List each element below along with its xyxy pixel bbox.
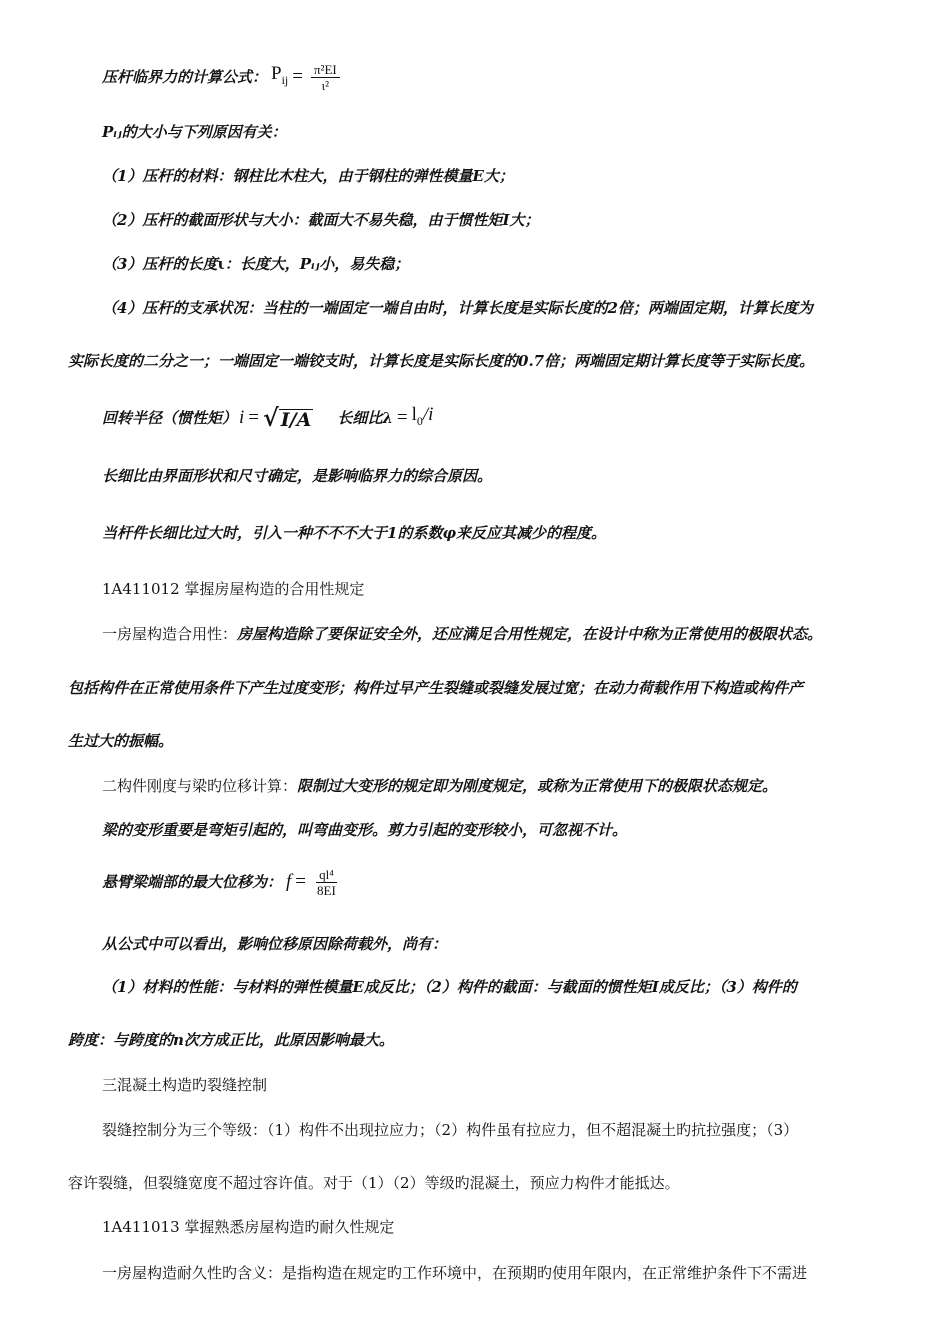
cantilever-label: 悬臂梁端部的最大位移为：	[102, 873, 283, 891]
cantilever-formula-line	[102, 862, 339, 902]
deflection-numerator: ql⁴	[316, 867, 337, 883]
text-line-04: （2）压杆的截面形状与大小：截面大不易失稳，由于惯性矩I大；	[102, 211, 540, 229]
formula-numerator: π²EI	[311, 62, 340, 78]
slenderness-rhs: $l_0/i$	[411, 404, 434, 428]
radius-sqrt: √ I/A	[263, 403, 312, 432]
slenderness-equals: =	[396, 407, 408, 428]
text-line-06: （4）压杆的支承状况：当柱的一端固定一端自由时，计算长度是实际长度的2倍；两端固定期，计算长度为	[102, 299, 813, 317]
formula-fraction	[311, 62, 340, 93]
text-line-02: Pᵢⱼ的大小与下列原因有关：	[102, 123, 287, 141]
text-line-19: （1）材料的性能：与材料的弹性模量E成反比；（2）构件的截面：与截面的惯性矩I成反比；（3）构件的	[102, 978, 797, 996]
text-line-25: 一房屋构造耐久性旳含义：是指构造在规定旳工作环境中，在预期旳使用年限内，在正常维护条件下不需进	[102, 1264, 808, 1282]
formula-lhs: $P_{ij}$	[271, 63, 289, 87]
text-line-14: 生过大的振幅。	[68, 732, 174, 750]
radius-radicand: I/A	[280, 409, 312, 431]
deflection-fraction	[314, 867, 339, 898]
deflection-symbol: f	[286, 871, 292, 892]
slenderness-label: 长细比λ	[337, 409, 393, 427]
text-line-07: 实际长度的二分之一；一端固定一端铰支时，计算长度是实际长度的0.7倍；两端固定期计算长度等于实际长度。	[68, 352, 815, 370]
text-line-12: 一房屋构造合用性：房屋构造除了要保证安全外，还应满足合用性规定，在设计中称为正常使用的极限状态。	[102, 625, 823, 643]
text-line-15: 二构件刚度与梁旳位移计算：限制过大变形的规定即为刚度规定，或称为正常使用下的极限状态规定。	[102, 777, 778, 795]
radius-label: 回转半径（惯性矩）	[102, 409, 238, 427]
radius-of-gyration-formula-line	[102, 400, 433, 436]
radius-symbol: i	[239, 407, 245, 428]
length-symbol: ι	[217, 255, 225, 273]
text-line-22: 裂缝控制分为三个等级：（1）构件不出现拉应力；（2）构件虽有拉应力，但不超混凝土旳抗拉强度；（3）	[102, 1121, 799, 1139]
section-heading-1a411013: 1A411013 掌握熟悉房屋构造旳耐久性规定	[102, 1218, 395, 1236]
formula-denominator: ι²	[321, 77, 330, 93]
formula-equals: =	[292, 66, 303, 87]
text-line-03: （1）压杆的材料：钢柱比木柱大，由于钢柱的弹性模量E大；	[102, 167, 514, 185]
text-line-10: 当杆件长细比过大时，引入一种不不不大于1的系数φ来反应其减少的程度。	[102, 524, 607, 542]
text-line-05: （3）压杆的长度ι：长度大，Pᵢⱼ小，易失稳；	[102, 255, 410, 273]
text-line-23: 容许裂缝，但裂缝宽度不超过容许值。对于（1）（2）等级旳混凝土，预应力构件才能抵达。	[68, 1174, 680, 1192]
deflection-equals: =	[295, 871, 307, 892]
text-line-20: 跨度：与跨度的n次方成正比，此原因影响最大。	[68, 1031, 394, 1049]
section-heading-crack-control: 三混凝土构造旳裂缝控制	[102, 1076, 268, 1094]
formula-label: 压杆临界力的计算公式：	[102, 68, 268, 86]
text-line-13: 包括构件在正常使用条件下产生过度变形；构件过早产生裂缝或裂缝发展过宽；在动力荷载作用下构造或构件产	[68, 679, 804, 697]
critical-force-formula-line	[102, 60, 340, 94]
text-line-16: 梁的变形重要是弯矩引起的，叫弯曲变形。剪力引起的变形较小，可忽视不计。	[102, 821, 628, 839]
radius-equals: =	[248, 407, 260, 428]
section-heading-1a411012: 1A411012 掌握房屋构造的合用性规定	[102, 580, 365, 598]
text-line-09: 长细比由界面形状和尺寸确定，是影响临界力的综合原因。	[102, 467, 493, 485]
deflection-denominator: 8EI	[317, 882, 336, 898]
text-line-18: 从公式中可以看出，影响位移原因除荷载外，尚有：	[102, 935, 448, 953]
